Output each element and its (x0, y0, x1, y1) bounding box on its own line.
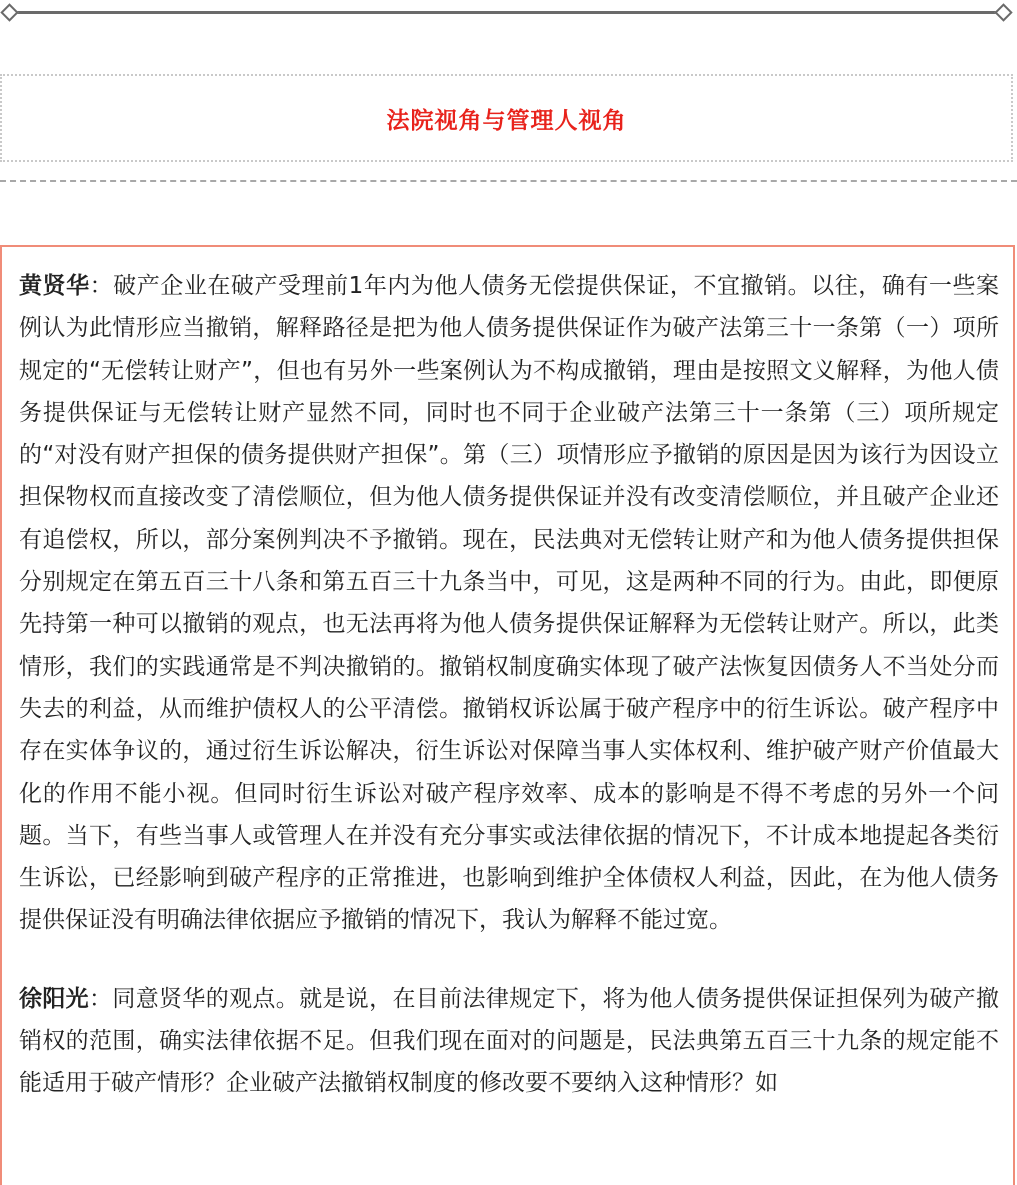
speaker-name: 黄贤华 (19, 273, 90, 299)
paragraph-xu-yangguang (19, 978, 999, 1105)
section-title: 法院视角与管理人视角 (386, 107, 627, 134)
top-divider-line (8, 11, 1004, 14)
article-body (0, 245, 1015, 1185)
divider-diamond-left-icon (0, 3, 18, 21)
section-title-box (0, 74, 1013, 162)
paragraph-huang-xianhua (19, 265, 999, 942)
speaker-name: 徐阳光 (19, 985, 90, 1012)
paragraph-text: ：同意贤华的观点。就是说，在目前法律规定下，将为他人债务提供保证担保列为破产撤销权的范围，确实法律依据不足。但我们现在面对的问题是，民法典第五百三十九条的规定能不能适用于破产情形？企业破产法撤销权制度的修改要不要纳入这种情形？如 (19, 985, 1000, 1097)
paragraph-text: ：破产企业在破产受理前1年内为他人债务无偿提供保证，不宜撤销。以往，确有一些案例认为此情形应当撤销，解释路径是把为他人债务提供保证作为破产法第三十一条第（一）项所规定的“无偿转让财产”，但也有另外一些案例认为不构成撤销，理由是按照文义解释，为他人债务提供保证与无偿转让财产显然不同，同时也不同于企业破产法第三十一条第（三）项所规定的“对没有财产担保的债务提供财产担保”。第（三）项情形应予撤销的原因是因为该行为因设立担保物权而直接改变了清偿顺位，但为他人债务提供保证并没有改变清偿顺位，并且破产企业还有追偿权，所以，部分案例判决不予撤销。现在，民法典对无偿转让财产和为他人债务提供担保分别规定在第五百三十八条和第五百三十九条当中，可见，这是两种不同的行为。由此，即便原先持第一种可以撤销的观点，也无法再将为他人债务提供保证解释为无偿转让财产。所以，此类情形，我们的实践通常是不判决撤销的。撤销权制度确实体现了破产法恢复因债务人不当处分而失去的利益，从而维护债权人的公平清偿。撤销权诉讼属于破产程序中的衍生诉讼。破产程序中存在实体争议的，通过衍生诉讼解决，衍生诉讼对保障当事人实体权利、维护破产财产价值最大化的作用不能小视。但同时衍生诉讼对破产程序效率、成本的影响是不得不考虑的另外一个问题。当下，有些当事人或管理人在并没有充分事实或法律依据的情况下，不计成本地提起各类衍生诉讼，已经影响到破产程序的正常推进，也影响到维护全体债权人利益，因此，在为他人债务提供保证没有明确法律依据应予撤销的情况下，我认为解释不能过宽。 (19, 273, 999, 934)
dashed-divider (0, 180, 1017, 182)
divider-diamond-right-icon (994, 3, 1012, 21)
